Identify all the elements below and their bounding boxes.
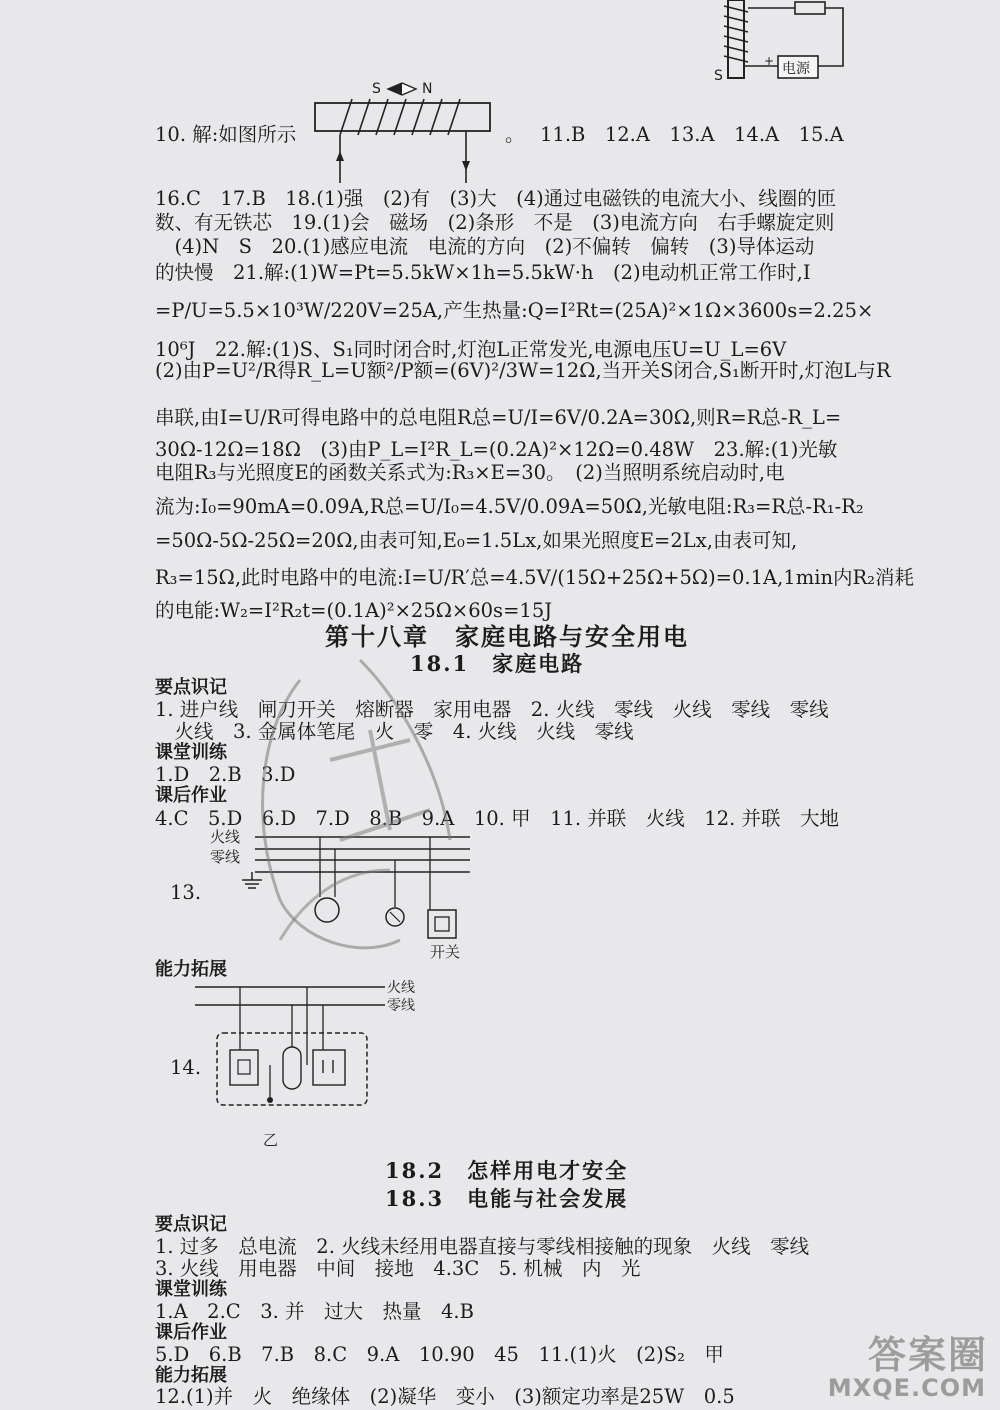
circuit-wire — [818, 8, 843, 66]
current-arrow-icon — [462, 161, 470, 171]
heading-key-points: 要点识记 — [155, 1214, 227, 1235]
socket-wiring-figure — [195, 975, 425, 1155]
answer-line: 12.(1)并 火 绝缘体 (2)凝华 变小 (3)额定功率是25W 0.5 — [155, 1385, 735, 1408]
answer-line: 16.C 17.B 18.(1)强 (2)有 (3)大 (4)通过电磁铁的电流大小、线圈的匝 — [155, 187, 837, 210]
heading-ability-extension: 能力拓展 — [155, 959, 227, 980]
plus-sign: + — [764, 54, 775, 68]
solenoid-circuit-figure — [700, 0, 860, 85]
section-18-1-title: 18.1 家庭电路 — [410, 651, 585, 676]
switch-label: 开关 — [430, 943, 461, 961]
answer-line: 10⁶J 22.解:(1)S、S₁同时闭合时,灯泡L正常发光,电源电压U=U_L=6V — [155, 338, 787, 361]
answer-line: 串联,由I=U/R可得电路中的总电阻R总=U/I=6V/0.2A=30Ω,则R=R总-R_L= — [155, 406, 842, 429]
heading-key-points: 要点识记 — [155, 677, 227, 698]
neutral-wire-label: 零线 — [210, 848, 241, 866]
heading-homework: 课后作业 — [155, 785, 227, 806]
live-wire-label: 火线 — [387, 980, 415, 996]
answer-line: 5.D 6.B 7.B 8.C 9.A 10.90 45 11.(1)火 (2)S₂ 甲 — [155, 1343, 724, 1366]
answer-line: 电阻R₃与光照度E的函数关系式为:R₃×E=30。 (2)当照明系统启动时,电 — [155, 461, 785, 484]
q10-suffix: 。 — [505, 123, 525, 146]
answer-line: (2)由P=U²/R得R_L=U额²/P额=(6V)²/3W=12Ω,当开关S闭合,S₁断开时,灯泡L与R — [155, 359, 891, 382]
socket-icon — [313, 1050, 345, 1085]
answer-line: 火线 3. 金属体笔尾 火 零 4. 火线 火线 零线 — [155, 720, 634, 743]
q14-number: 14. — [170, 1056, 202, 1079]
live-wire-label: 火线 — [210, 828, 241, 846]
heading-ability-extension: 能力拓展 — [155, 1365, 227, 1386]
power-source-label: 电源 — [782, 61, 810, 77]
answer-line: 1.A 2.C 3. 并 过大 热量 4.B — [155, 1300, 474, 1323]
heading-class-training: 课堂训练 — [155, 1279, 227, 1300]
coil-windings — [340, 99, 460, 135]
compass-n-label: N — [422, 81, 433, 97]
resistor — [795, 2, 825, 14]
answer-line: 1. 过多 总电流 2. 火线未经用电器直接与零线相接触的现象 火线 零线 — [155, 1235, 810, 1258]
answer-line: 数、有无铁芯 19.(1)会 磁场 (2)条形 不是 (3)电流方向 右手螺旋定则 — [155, 211, 835, 234]
heading-homework: 课后作业 — [155, 1322, 227, 1343]
watermark-site-text: MXQE.COM — [827, 1374, 986, 1402]
switch-icon — [230, 1050, 258, 1085]
figure-label-yi: 乙 — [263, 1131, 279, 1149]
q13-number: 13. — [170, 881, 202, 904]
watermark-logo-text: 答案圈 — [867, 1333, 988, 1377]
current-arrow-icon — [336, 151, 344, 161]
pole-s-label: S — [714, 68, 723, 84]
corner-watermark — [825, 1324, 1000, 1409]
section-18-2-title: 18.2 怎样用电才安全 — [385, 1158, 629, 1183]
answer-line: 的快慢 21.解:(1)W=Pt=5.5kW×1h=5.5kW·h (2)电动机正常工作时,I — [155, 261, 811, 284]
answer-line: 1.D 2.B 3.D — [155, 763, 296, 786]
q10-prefix: 10. 解:如图所示 — [155, 123, 297, 146]
heading-class-training: 课堂训练 — [155, 742, 227, 763]
section-18-3-title: 18.3 电能与社会发展 — [385, 1186, 629, 1211]
watermark-stamp — [240, 640, 500, 970]
neutral-wire-label: 零线 — [387, 998, 415, 1014]
answer-line: 4.C 5.D 6.D 7.D 8.B 9.A 10. 甲 11. 并联 火线 12. 并联 大地 — [155, 807, 839, 830]
answer-line: =50Ω-5Ω-25Ω=20Ω,由表可知,E₀=1.5Lx,如果光照度E=2Lx,由表可知, — [155, 529, 798, 552]
answer-line: =P/U=5.5×10³W/220V=25A,产生热量:Q=I²Rt=(25A)²×1Ω×3600s=2.25× — [155, 299, 874, 322]
answer-line: 的电能:W₂=I²R₂t=(0.1A)²×25Ω×60s=15J — [155, 599, 553, 622]
q11-15-answers: 11.B 12.A 13.A 14.A 15.A — [540, 123, 844, 146]
answer-line: 3. 火线 用电器 中间 接地 4.3C 5. 机械 内 光 — [155, 1257, 641, 1280]
answer-line: 流为:I₀=90mA=0.09A,R总=U/I₀=4.5V/0.09A=50Ω,光敏电阻:R₃=R总-R₁-R₂ — [155, 495, 864, 518]
fuse-icon — [283, 1047, 301, 1089]
answer-line: 30Ω-12Ω=18Ω (3)由P_L=I²R_L=(0.2A)²×12Ω=0.48W 23.解:(1)光敏 — [155, 438, 838, 461]
answer-line: (4)N S 20.(1)感应电流 电流的方向 (2)不偏转 偏转 (3)导体运动 — [155, 235, 815, 258]
chapter-title: 第十八章 家庭电路与安全用电 — [325, 623, 689, 651]
compass-s-label: S — [372, 81, 381, 97]
answer-line: R₃=15Ω,此时电路中的电流:I=U/R′总=4.5V/(15Ω+25Ω+5Ω)=0.1A,1min内R₂消耗 — [155, 566, 914, 589]
electromagnet-figure — [310, 75, 500, 185]
answer-line: 1. 进户线 闸刀开关 熔断器 家用电器 2. 火线 零线 火线 零线 零线 — [155, 698, 829, 721]
